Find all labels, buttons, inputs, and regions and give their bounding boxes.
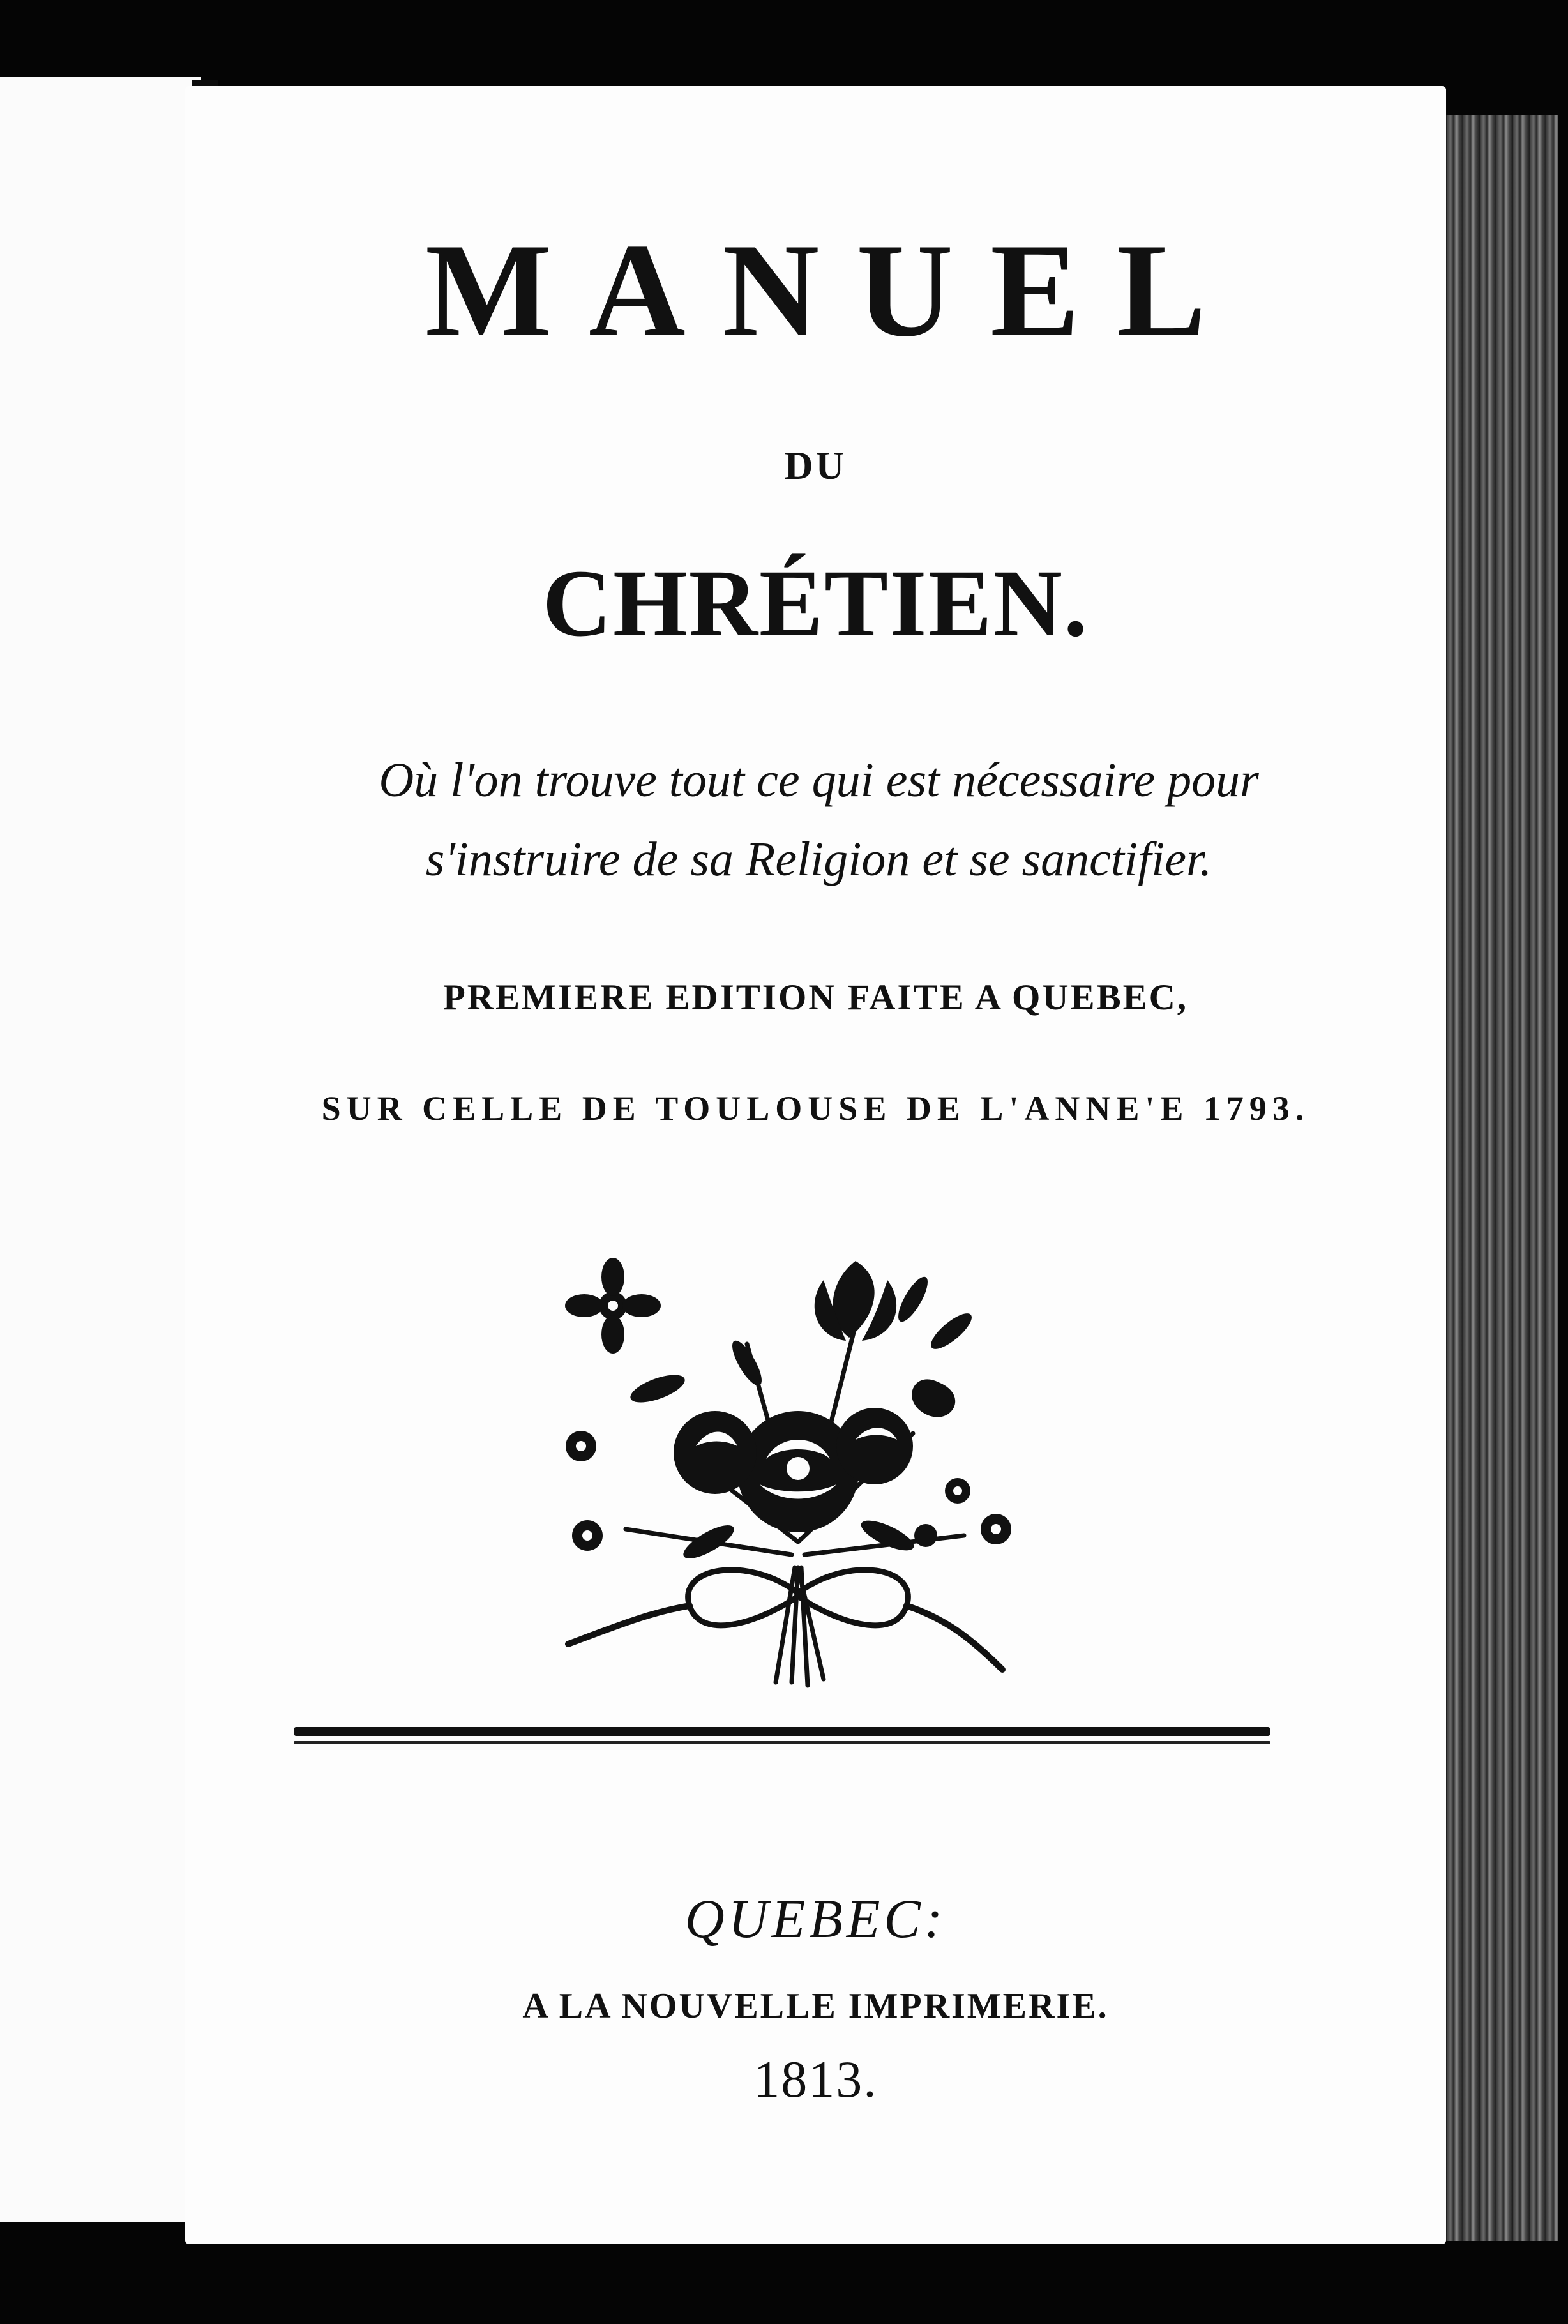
facing-page	[0, 77, 201, 2222]
book-subject: CHRÉTIEN.	[542, 550, 1089, 656]
subtitle-line-2: s'instruire de sa Religion et se sanctifier.	[425, 833, 1212, 886]
floral-bouquet-icon	[555, 1235, 1041, 1765]
imprint-printer: A LA NOUVELLE IMPRIMERIE.	[522, 1986, 1109, 2026]
edition-line-2: SUR CELLE DE TOULOUSE DE L'ANNE'E 1793.	[321, 1089, 1310, 1128]
title-connector: DU	[784, 444, 847, 488]
horizontal-rule	[294, 1727, 1270, 1744]
imprint-place: QUEBEC:	[684, 1888, 947, 1949]
book-title: MANUEL	[425, 216, 1244, 365]
rule-thin-line	[294, 1741, 1270, 1744]
subtitle	[287, 741, 1350, 899]
edition-line-1: PREMIERE EDITION FAITE A QUEBEC,	[442, 977, 1189, 1018]
rule-thick-line	[294, 1727, 1270, 1736]
imprint-year: 1813.	[753, 2050, 878, 2108]
subtitle-line-1: Où l'on trouve tout ce qui est nécessaire pour	[379, 753, 1259, 807]
page-block-edges	[1430, 115, 1558, 2241]
